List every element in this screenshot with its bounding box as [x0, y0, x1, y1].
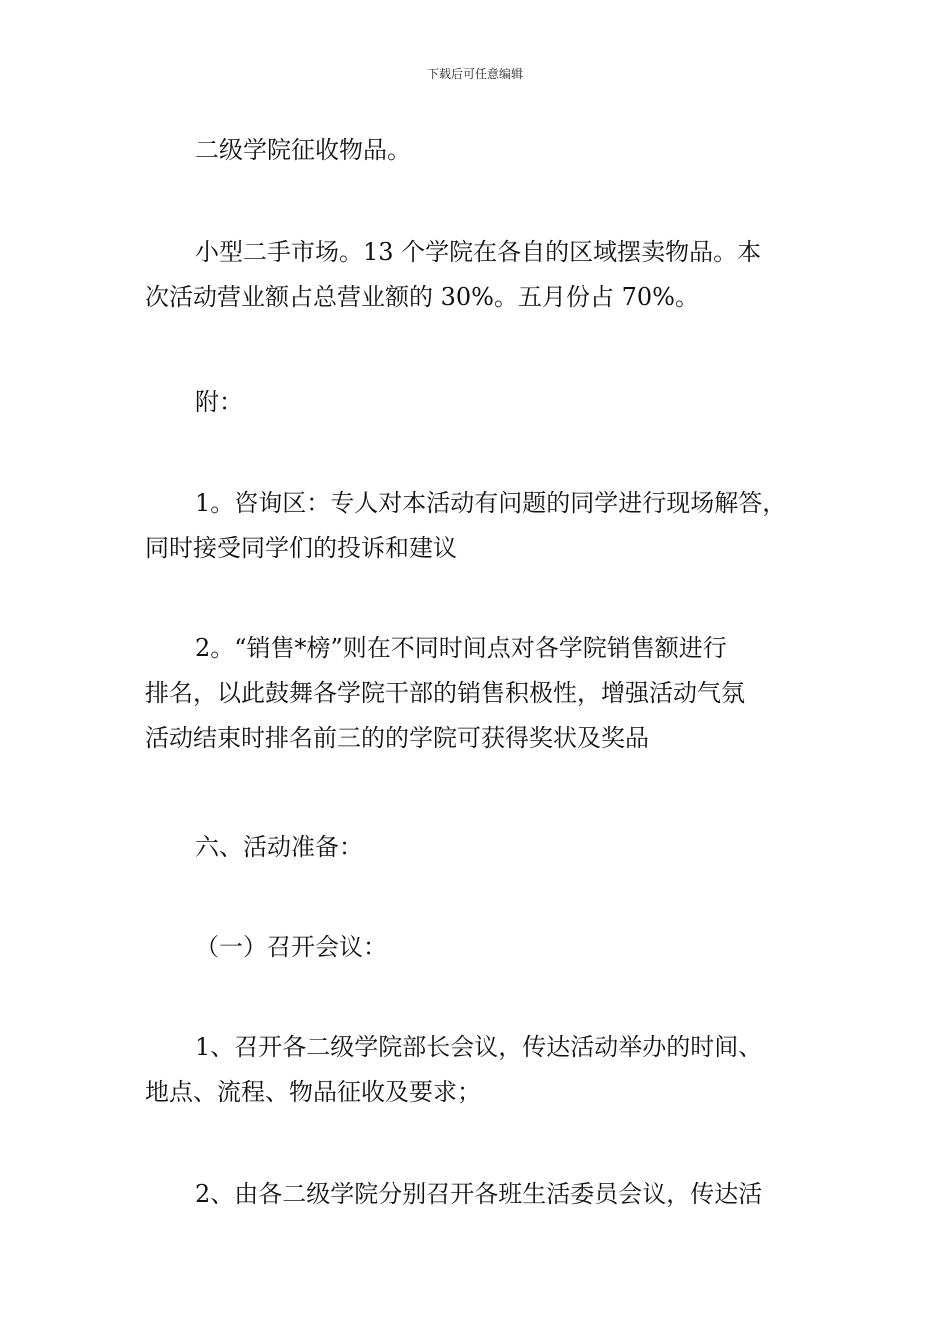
paragraph-line: 同时接受同学们的投诉和建议: [145, 534, 457, 562]
page-header: 下载后可任意编辑: [426, 67, 523, 81]
paragraph-line: 次活动营业额占总营业额的 30%。五月份占 70%。: [145, 283, 699, 311]
paragraph-line: 二级学院征收物品。: [195, 136, 411, 164]
paragraph-9: [145, 1172, 825, 1217]
paragraph-line: 排名，以此鼓舞各学院干部的销售积极性，增强活动气氛: [145, 679, 745, 707]
paragraph-2: [145, 230, 825, 320]
paragraph-line: 2、由各二级学院分别召开各班生活委员会议，传达活: [195, 1180, 763, 1208]
paragraph-8: [145, 1025, 825, 1115]
paragraph-line: （一）召开会议：: [195, 933, 387, 961]
paragraph-7: [145, 925, 825, 970]
paragraph-line: 1。咨询区：专人对本活动有问题的同学进行现场解答，: [195, 489, 787, 517]
paragraph-line: 地点、流程、物品征收及要求；: [145, 1078, 481, 1106]
paragraph-line: 1、召开各二级学院部长会议，传达活动举办的时间、: [195, 1033, 763, 1061]
paragraph-line: 附：: [195, 388, 243, 416]
paragraph-line: 六、活动准备：: [195, 833, 363, 861]
paragraph-6: [145, 825, 825, 870]
paragraph-line: 小型二手市场。13 个学院在各自的区域摆卖物品。本: [195, 238, 762, 266]
paragraph-line: 2。“销售*榜”则在不同时间点对各学院销售额进行: [195, 634, 727, 662]
paragraph-4: [145, 481, 825, 571]
paragraph-5: [145, 626, 825, 761]
paragraph-3: [145, 380, 825, 425]
paragraph-1: [145, 128, 825, 173]
paragraph-line: 活动结束时排名前三的的学院可获得奖状及奖品: [145, 724, 649, 752]
